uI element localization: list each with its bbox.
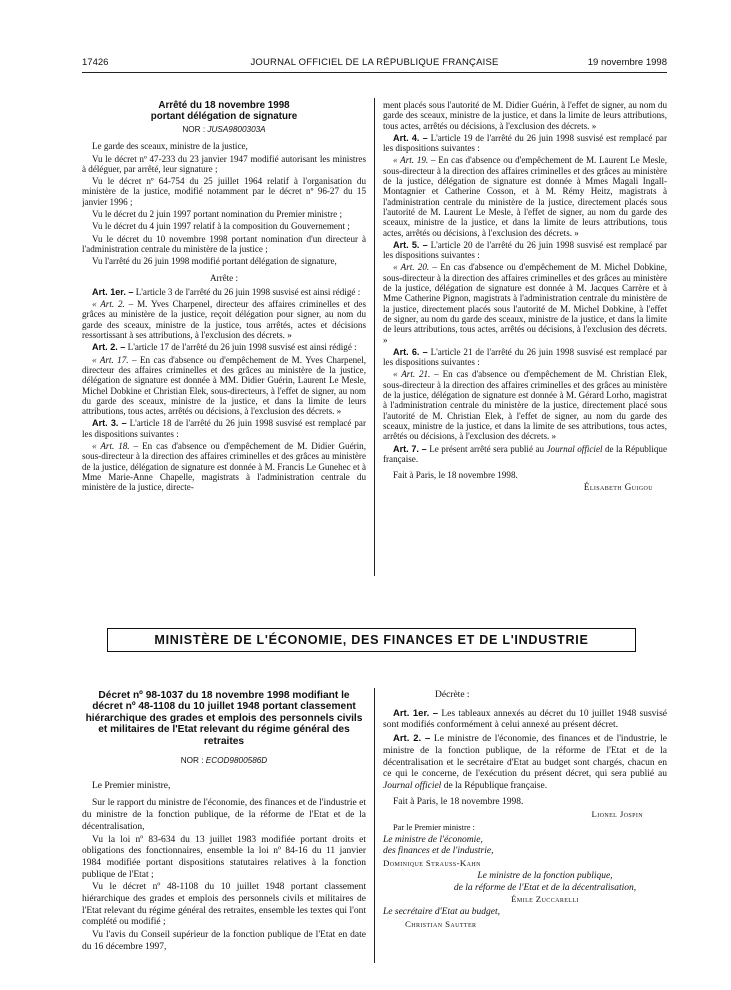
decree1-title-line1: Arrêté du 18 novembre 1998: [158, 100, 290, 111]
sec-budget-name: Christian Sautter: [405, 918, 477, 929]
quote-text: En cas d'absence ou d'empêchement de M. Didier Guérin, sous-directeur à la direction des affaires criminelles et des grâces au ministère de la justice, délégation de signature est donnée à M. Francis Le Gunehec et à Mme Marie-Anne Chapelle, magistrats à l'administration centrale du ministère de la justice, directe-: [82, 441, 366, 493]
decree1-visa: Vu le décret nº 64-754 du 25 juillet 1964 relatif à l'organisation du ministère de la justice, modifié notamment par le décret nº 96-27 du 15 janvier 1996 ;: [82, 176, 366, 207]
article-label: Art. 3. –: [92, 418, 127, 429]
decree2-visa: Vu la loi nº 83-634 du 13 juillet 1983 modifiée portant droits et obligations des fonctionnaires, ensemble la loi nº 84-16 du 11 janvier 1984 modifiée portant dispositions statutaires relatives à la fonction publique de l'Etat ;: [82, 834, 366, 880]
decree1-right-column: [383, 100, 667, 580]
issue-date: 19 novembre 1998: [587, 57, 667, 68]
article-label: Art. 1er. –: [393, 707, 439, 719]
nor-label: NOR :: [180, 756, 204, 766]
nor-code: JUSA9800303A: [207, 125, 266, 134]
article: [82, 418, 366, 439]
article-quote: [383, 155, 667, 237]
decree2-right-column: [383, 690, 667, 966]
article: [82, 342, 366, 352]
quote-text: En cas d'absence ou d'empêchement de M. Yves Charpenel, directeur des affaires criminelles et des grâces au ministère de la justice, délégation de signature est donnée à MM. Didier Guérin, Laurent Le Mesle, Michel Dobkine et Christian Elek, sous-directeurs, à l'effet de signer, au nom du garde des sceaux, ministre de la justice, et dans la limite de leurs attributions, tous actes, arrêtés ou décisions, à l'exclusion des décrets. »: [82, 354, 366, 417]
article-label: Art. 5. –: [393, 239, 428, 250]
article: [383, 347, 667, 368]
article-text: Le ministre de l'économie, des finances et de l'industrie, le ministre de la fonction publique, de la réforme de l'Etat et de la décentralisation et le secrétaire d'Etat au budget sont chargés, chacun en ce qui le concerne, de l'exécution du présent décret, qui sera publié au: [383, 734, 667, 780]
journal-officiel-ref: Journal officiel: [546, 443, 603, 454]
decree2-done-at: Fait à Paris, le 18 novembre 1998.: [393, 796, 524, 807]
article-text-tail: de la République française.: [443, 780, 548, 791]
quote-label: « Art. 2. –: [92, 299, 134, 310]
decree2-visa: Sur le rapport du ministre de l'économie, des finances et de l'industrie et du ministre de la fonction publique, de la réforme de l'Etat et de la décentralisation,: [82, 798, 366, 832]
article-label: Art. 4. –: [393, 132, 428, 143]
quote-text: En cas d'absence ou d'empêchement de M. Michel Dobkine, sous-directeur à la direction des affaires criminelles et des grâces au ministère de la justice, délégation de signature est donnée à M. Jacques Carrère et à Mme Catherine Pignon, magistrats à l'administration centrale du ministère de la justice, directement placés sous l'autorité de M. Michel Dobkine, à l'effet de signer, au nom du garde des sceaux, ministre de la justice, et dans la limite de leurs attributions, tous actes, arrêtés ou décisions, à l'exclusion des décrets. »: [383, 262, 667, 345]
quote-text: En cas d'absence ou d'empêchement de M. Laurent Le Mesle, sous-directeur à la direction des affaires criminelles et des grâces au ministère de la justice, délégation de signature est donnée à Mmes Magali Ingall-Montagnier et Catherine Cosson, et à M. Rémy Heitz, magistrats à l'administration centrale du ministère de la justice, directement placés sous l'autorité de M. Laurent Le Mesle, à l'effet de signer, au nom du garde des sceaux, ministre de la justice, et dans la limite de leurs attributions, tous actes, arrêtés ou décisions, à l'exclusion des décrets. »: [383, 155, 667, 238]
decree1-signatory: Élisabeth Guigou: [583, 482, 653, 493]
min-fp-name: Émile Zuccarelli: [511, 894, 579, 905]
column-divider-top: [374, 98, 375, 576]
quote-label: « Art. 17. –: [92, 354, 137, 365]
journal-title: JOURNAL OFFICIEL DE LA RÉPUBLIQUE FRANÇAISE: [250, 57, 499, 68]
decree2-visa: Vu le décret nº 48-1108 du 10 juillet 1948 portant classement hiérarchique des grades et emplois des personnels civils et militaires de l'Etat relevant du régime général des retraites, ensemble les textes qui l'ont complété ou modifié ;: [82, 882, 366, 928]
decree2-visa: Vu l'avis du Conseil supérieur de la fonction publique de l'Etat en date du 16 décembre 1997,: [82, 930, 366, 952]
decree1-visa: Vu le décret du 4 juin 1997 relatif à la composition du Gouvernement ;: [92, 221, 350, 232]
decree1-intro: Le garde des sceaux, ministre de la justice,: [92, 141, 248, 152]
decree1-arrete: Arrête :: [209, 272, 239, 283]
decree1-title-line2: portant délégation de signature: [150, 111, 298, 122]
min-eco-title: Le ministre de l'économie,: [383, 834, 483, 845]
article-label: Art. 2. –: [92, 342, 126, 353]
article-text: Les tableaux annexés au décret du 10 juillet 1948 susvisé sont modifiés conformément à celui annexé au présent décret.: [383, 708, 667, 731]
quote-label: « Art. 19. –: [393, 155, 436, 166]
quote-text: M. Yves Charpenel, directeur des affaires criminelles et des grâces au ministère de la justice, reçoit délégation pour signer, au nom du garde des sceaux, ministre de la justice, tous arrêtés, actes et décisions ressortissant à ses attributions, à l'exclusion des décrets. »: [82, 299, 366, 341]
decree2-title: Décret nº 98-1037 du 18 novembre 1998 modifiant le décret nº 48-1108 du 10 juillet 1948 portant classement hiérarchique des grades et emplois des personnels civils et militaires de l'Etat relevant du régime général des retraites: [85, 690, 363, 747]
article-quote: [383, 369, 667, 441]
page-number: 17426: [82, 57, 109, 68]
ministry-banner: MINISTÈRE DE L'ÉCONOMIE, DES FINANCES ET DE L'INDUSTRIE: [107, 628, 636, 652]
nor-code: ECOD9800586D: [205, 756, 268, 766]
decree1-left-column: [82, 100, 366, 580]
sec-budget-title: Le secrétaire d'Etat au budget,: [383, 906, 500, 917]
decree2-article-1: [383, 708, 667, 732]
decree1-visa: Vu le décret nº 47-233 du 23 janvier 1947 modifié autorisant les ministres à déléguer, par arrêté, leur signature ;: [82, 153, 366, 174]
min-fp-title: Le ministre de la fonction publique,: [477, 870, 613, 881]
article-7: [383, 444, 667, 465]
article-text: L'article 21 de l'arrêté du 26 juin 1998 susvisé est remplacé par les dispositions suivantes :: [383, 346, 667, 368]
article-quote: [383, 262, 667, 344]
article-text: L'article 3 de l'arrêté du 26 juin 1998 susvisé est ainsi rédigé :: [135, 286, 361, 297]
article-text: Le présent arrêté sera publié au: [429, 443, 545, 454]
page-header: [82, 57, 667, 71]
decree1-title: [82, 100, 366, 122]
by-pm: Par le Premier ministre :: [393, 823, 475, 833]
decree1-visa: Vu le décret du 2 juin 1997 portant nomination du Premier ministre ;: [92, 209, 342, 220]
article-label: Art. 7. –: [393, 443, 427, 454]
decree1-visa: Vu l'arrêté du 26 juin 1998 modifié portant délégation de signature,: [92, 256, 337, 267]
journal-officiel-ref: Journal officiel: [383, 780, 442, 791]
article-text: L'article 20 de l'arrêté du 26 juin 1998 susvisé est remplacé par les dispositions suivantes :: [383, 239, 667, 261]
column-divider-bottom: [374, 688, 375, 963]
min-eco-title: des finances et de l'industrie,: [383, 846, 494, 857]
quote-label: « Art. 21. –: [393, 369, 439, 380]
min-fp-title: de la réforme de l'Etat et de la décentralisation,: [453, 882, 637, 893]
pm-signatory: Lionel Jospin: [591, 809, 643, 820]
header-rule: [82, 72, 667, 73]
article-text: L'article 18 de l'arrêté du 26 juin 1998 susvisé est remplacé par les dispositions suivantes :: [82, 418, 366, 439]
decree2-article-2: [383, 733, 667, 793]
decree1-done-at: Fait à Paris, le 18 novembre 1998.: [393, 470, 518, 481]
quote-label: « Art. 20. –: [393, 262, 437, 273]
article-quote: [82, 441, 366, 492]
quote-label: « Art. 18. –: [92, 441, 139, 452]
nor-label: NOR :: [182, 125, 206, 134]
decree2-nor: [82, 755, 366, 767]
continuation-text: ment placés sous l'autorité de M. Didier Guérin, à l'effet de signer, au nom du garde des sceaux, ministre de la justice, et dans la limite de leurs attributions, tous actes, arrêtés ou décisions, à l'exclusion des décrets. »: [383, 100, 667, 131]
article-label: Art. 2. –: [393, 733, 431, 745]
decree2-decrete: Décrète :: [435, 690, 470, 700]
quote-text: En cas d'absence ou d'empêchement de M. Christian Elek, sous-directeur à la direction des affaires criminelles et des grâces au ministère de la justice, délégation de signature est donnée à M. Gérard Lorho, magistrat à l'administration centrale du ministère de la justice, directement placé sous l'autorité de M. Christian Elek, à l'effet de signer, au nom du garde des sceaux, ministre de la justice, et dans la limite de ses attributions, tous actes, arrêtés ou décisions, à l'exclusion des décrets. »: [383, 369, 667, 442]
article-text-tail: de la République française.: [383, 443, 667, 464]
article-label: Art. 6. –: [393, 346, 428, 357]
decree1-visa: Vu le décret du 10 novembre 1998 portant nomination d'un directeur à l'administration centrale du ministère de la justice ;: [82, 233, 366, 254]
article-text: L'article 19 de l'arrêté du 26 juin 1998 susvisé est remplacé par les dispositions suivantes :: [383, 132, 667, 154]
article-text: L'article 17 de l'arrêté du 26 juin 1998 susvisé est ainsi rédigé :: [127, 342, 357, 353]
article-quote: [82, 299, 366, 340]
article: [82, 287, 366, 297]
decree2-left-column: [82, 690, 366, 966]
decree1-nor: [82, 125, 366, 135]
article: [383, 133, 667, 154]
article-label: Art. 1er. –: [92, 286, 134, 297]
article: [383, 240, 667, 261]
decree2-intro: Le Premier ministre,: [92, 780, 171, 791]
min-eco-name: Dominique Strauss-Kahn: [383, 858, 481, 869]
article-quote: [82, 355, 366, 417]
